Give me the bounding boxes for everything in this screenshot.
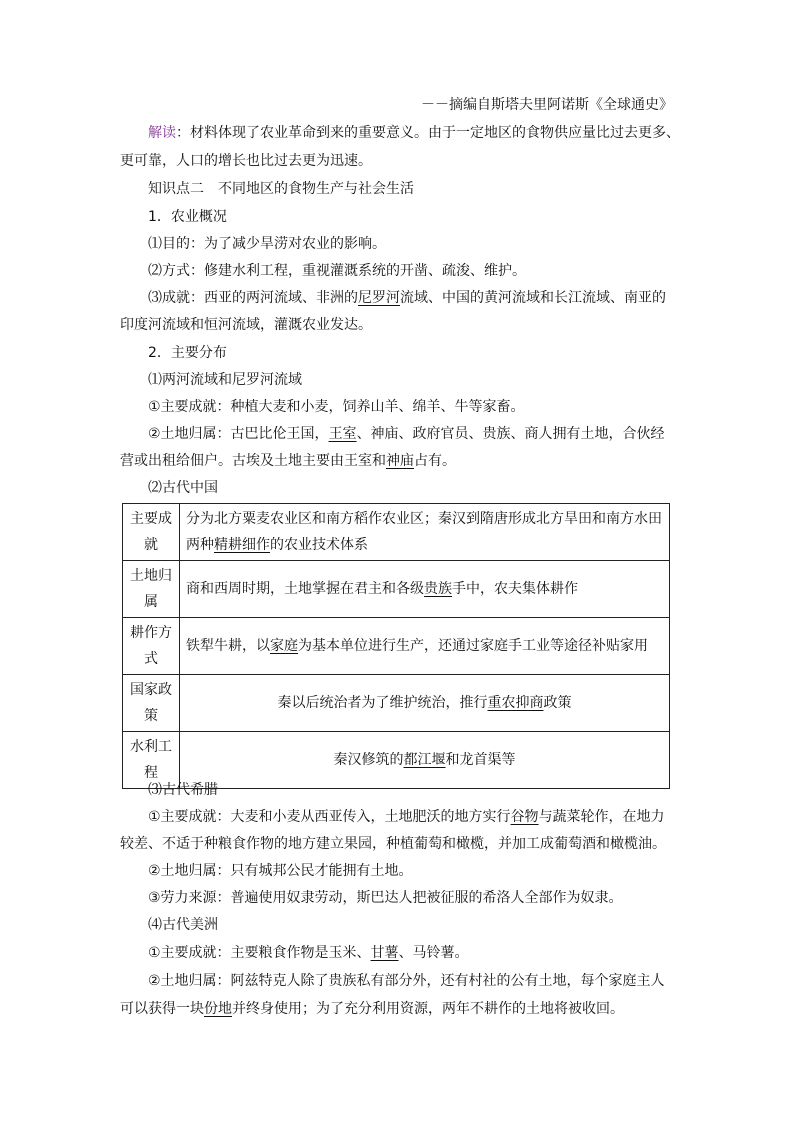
keyword: 尼罗河	[358, 290, 400, 306]
text: 占有。	[414, 453, 456, 469]
text-line	[186, 532, 663, 558]
text: 可以获得一块	[120, 1001, 204, 1017]
table-cell	[180, 561, 670, 618]
agri-achievement-2: 印度河流域和恒河流域，灌溉农业发达。	[120, 317, 372, 333]
america-line-1	[148, 943, 678, 963]
greece-heading: ⑶古代希腊	[148, 782, 218, 798]
text: 和龙首渠等	[445, 752, 516, 768]
text: ②土地归属：古巴比伦王国，	[148, 426, 329, 442]
interpretation-label: 解读	[148, 125, 176, 141]
agri-goal: ⑴目的：为了减少旱涝对农业的影响。	[148, 236, 386, 252]
keyword: 精耕细作	[214, 537, 270, 553]
source-citation: －－摘编自斯塔夫里阿诺斯《全球通史》	[421, 97, 673, 113]
china-table	[122, 503, 670, 789]
keyword: 谷物	[510, 809, 539, 825]
text: 政策	[543, 695, 572, 711]
text: 为基本单位进行生产，还通过家庭手工业等途径补贴家用	[298, 638, 648, 654]
text: 的农业技术体系	[270, 537, 368, 553]
interpretation-line-2: 更可靠，人口的增长也比过去更为迅速。	[120, 153, 372, 169]
agri-heading: 1．农业概况	[148, 209, 227, 225]
text: 铁犁牛耕，以	[186, 638, 270, 654]
text: 分为北方粟麦农业区和南方稻作农业区；秦汉到隋唐形成北方旱田和南方水田	[186, 511, 662, 527]
america-heading: ⑷古代美洲	[148, 917, 218, 933]
greece-line-1	[148, 807, 678, 827]
rivers-line-1: ①主要成就：种植大麦和小麦，饲养山羊、绵羊、牛等家畜。	[148, 399, 525, 415]
china-heading: ⑵古代中国	[148, 480, 218, 496]
america-line-3	[120, 999, 680, 1019]
table-cell	[180, 675, 670, 732]
text: 营或出租给佃户。古埃及土地主要由王室和	[120, 453, 386, 469]
rivers-line-2	[148, 424, 678, 444]
table-cell	[180, 504, 670, 561]
table-cell	[180, 618, 670, 675]
table-header-cell: 国家政策	[123, 675, 180, 732]
table-row	[123, 618, 670, 675]
text: 流域、中国的黄河流域和长江流域、南亚的	[400, 290, 666, 306]
text: 两种	[186, 537, 214, 553]
dist-heading: 2．主要分布	[148, 345, 227, 361]
america-line-2: ②土地归属：阿兹特克人除了贵族私有部分外，还有村社的公有土地，每个家庭主人	[148, 973, 665, 989]
rivers-line-3	[120, 451, 680, 471]
section-title: 知识点二 不同地区的食物生产与社会生活	[148, 181, 414, 197]
keyword: 都江堰	[403, 752, 446, 768]
greece-line-2: 较差、不适于种粮食作物的地方建立果园，种植葡萄和橄榄，并加工成葡萄酒和橄榄油。	[120, 836, 666, 852]
greece-line-4: ③劳力来源：普遍使用奴隶劳动，斯巴达人把被征服的希洛人全部作为奴隶。	[148, 890, 623, 906]
agri-achievement-1	[148, 288, 678, 308]
text: 秦以后统治者为了维护统治，推行	[277, 695, 488, 711]
text: 商和西周时期，土地掌握在君主和各级	[186, 581, 424, 597]
agri-method: ⑵方式：修建水利工程，重视灌溉系统的开凿、疏浚、维护。	[148, 263, 526, 279]
keyword: 神庙	[386, 453, 414, 469]
interpretation-line-1	[148, 123, 678, 143]
greece-line-3: ②土地归属：只有城邦公民才能拥有土地。	[148, 863, 413, 879]
table-header-cell: 耕作方式	[123, 618, 180, 675]
keyword: 贵族	[424, 581, 452, 597]
text: 并终身使用；为了充分利用资源，两年不耕作的土地将被收回。	[232, 1001, 624, 1017]
text: ①主要成就：大麦和小麦从西亚传入，土地肥沃的地方实行	[148, 809, 511, 825]
keyword: 王室	[328, 426, 357, 442]
table-row	[123, 675, 670, 732]
text: 与蔬菜轮作，在地力	[538, 809, 665, 825]
rivers-heading: ⑴两河流域和尼罗河流域	[148, 372, 302, 388]
text: ⑶成就：西亚的两河流域、非洲的	[148, 290, 358, 306]
table-header-cell: 主要成就	[123, 504, 180, 561]
table-header-cell: 土地归属	[123, 561, 180, 618]
text: 秦汉修筑的	[333, 752, 404, 768]
keyword: 重农抑商	[487, 695, 544, 711]
text: 手中，农夫集体耕作	[452, 581, 578, 597]
table-header-cell: 水利工程	[123, 732, 180, 789]
keyword: 份地	[204, 1001, 232, 1017]
table-row	[123, 504, 670, 561]
keyword: 家庭	[270, 638, 298, 654]
table-row	[123, 561, 670, 618]
text: ①主要成就：主要粮食作物是玉米、	[148, 945, 371, 961]
keyword: 甘薯	[370, 945, 399, 961]
text: 、马铃薯。	[398, 945, 469, 961]
interpretation-text: ：材料体现了农业革命到来的重要意义。由于一定地区的食物供应量比过去更多、	[176, 125, 680, 141]
text: 、神庙、政府官员、贵族、商人拥有土地，合伙经	[356, 426, 665, 442]
